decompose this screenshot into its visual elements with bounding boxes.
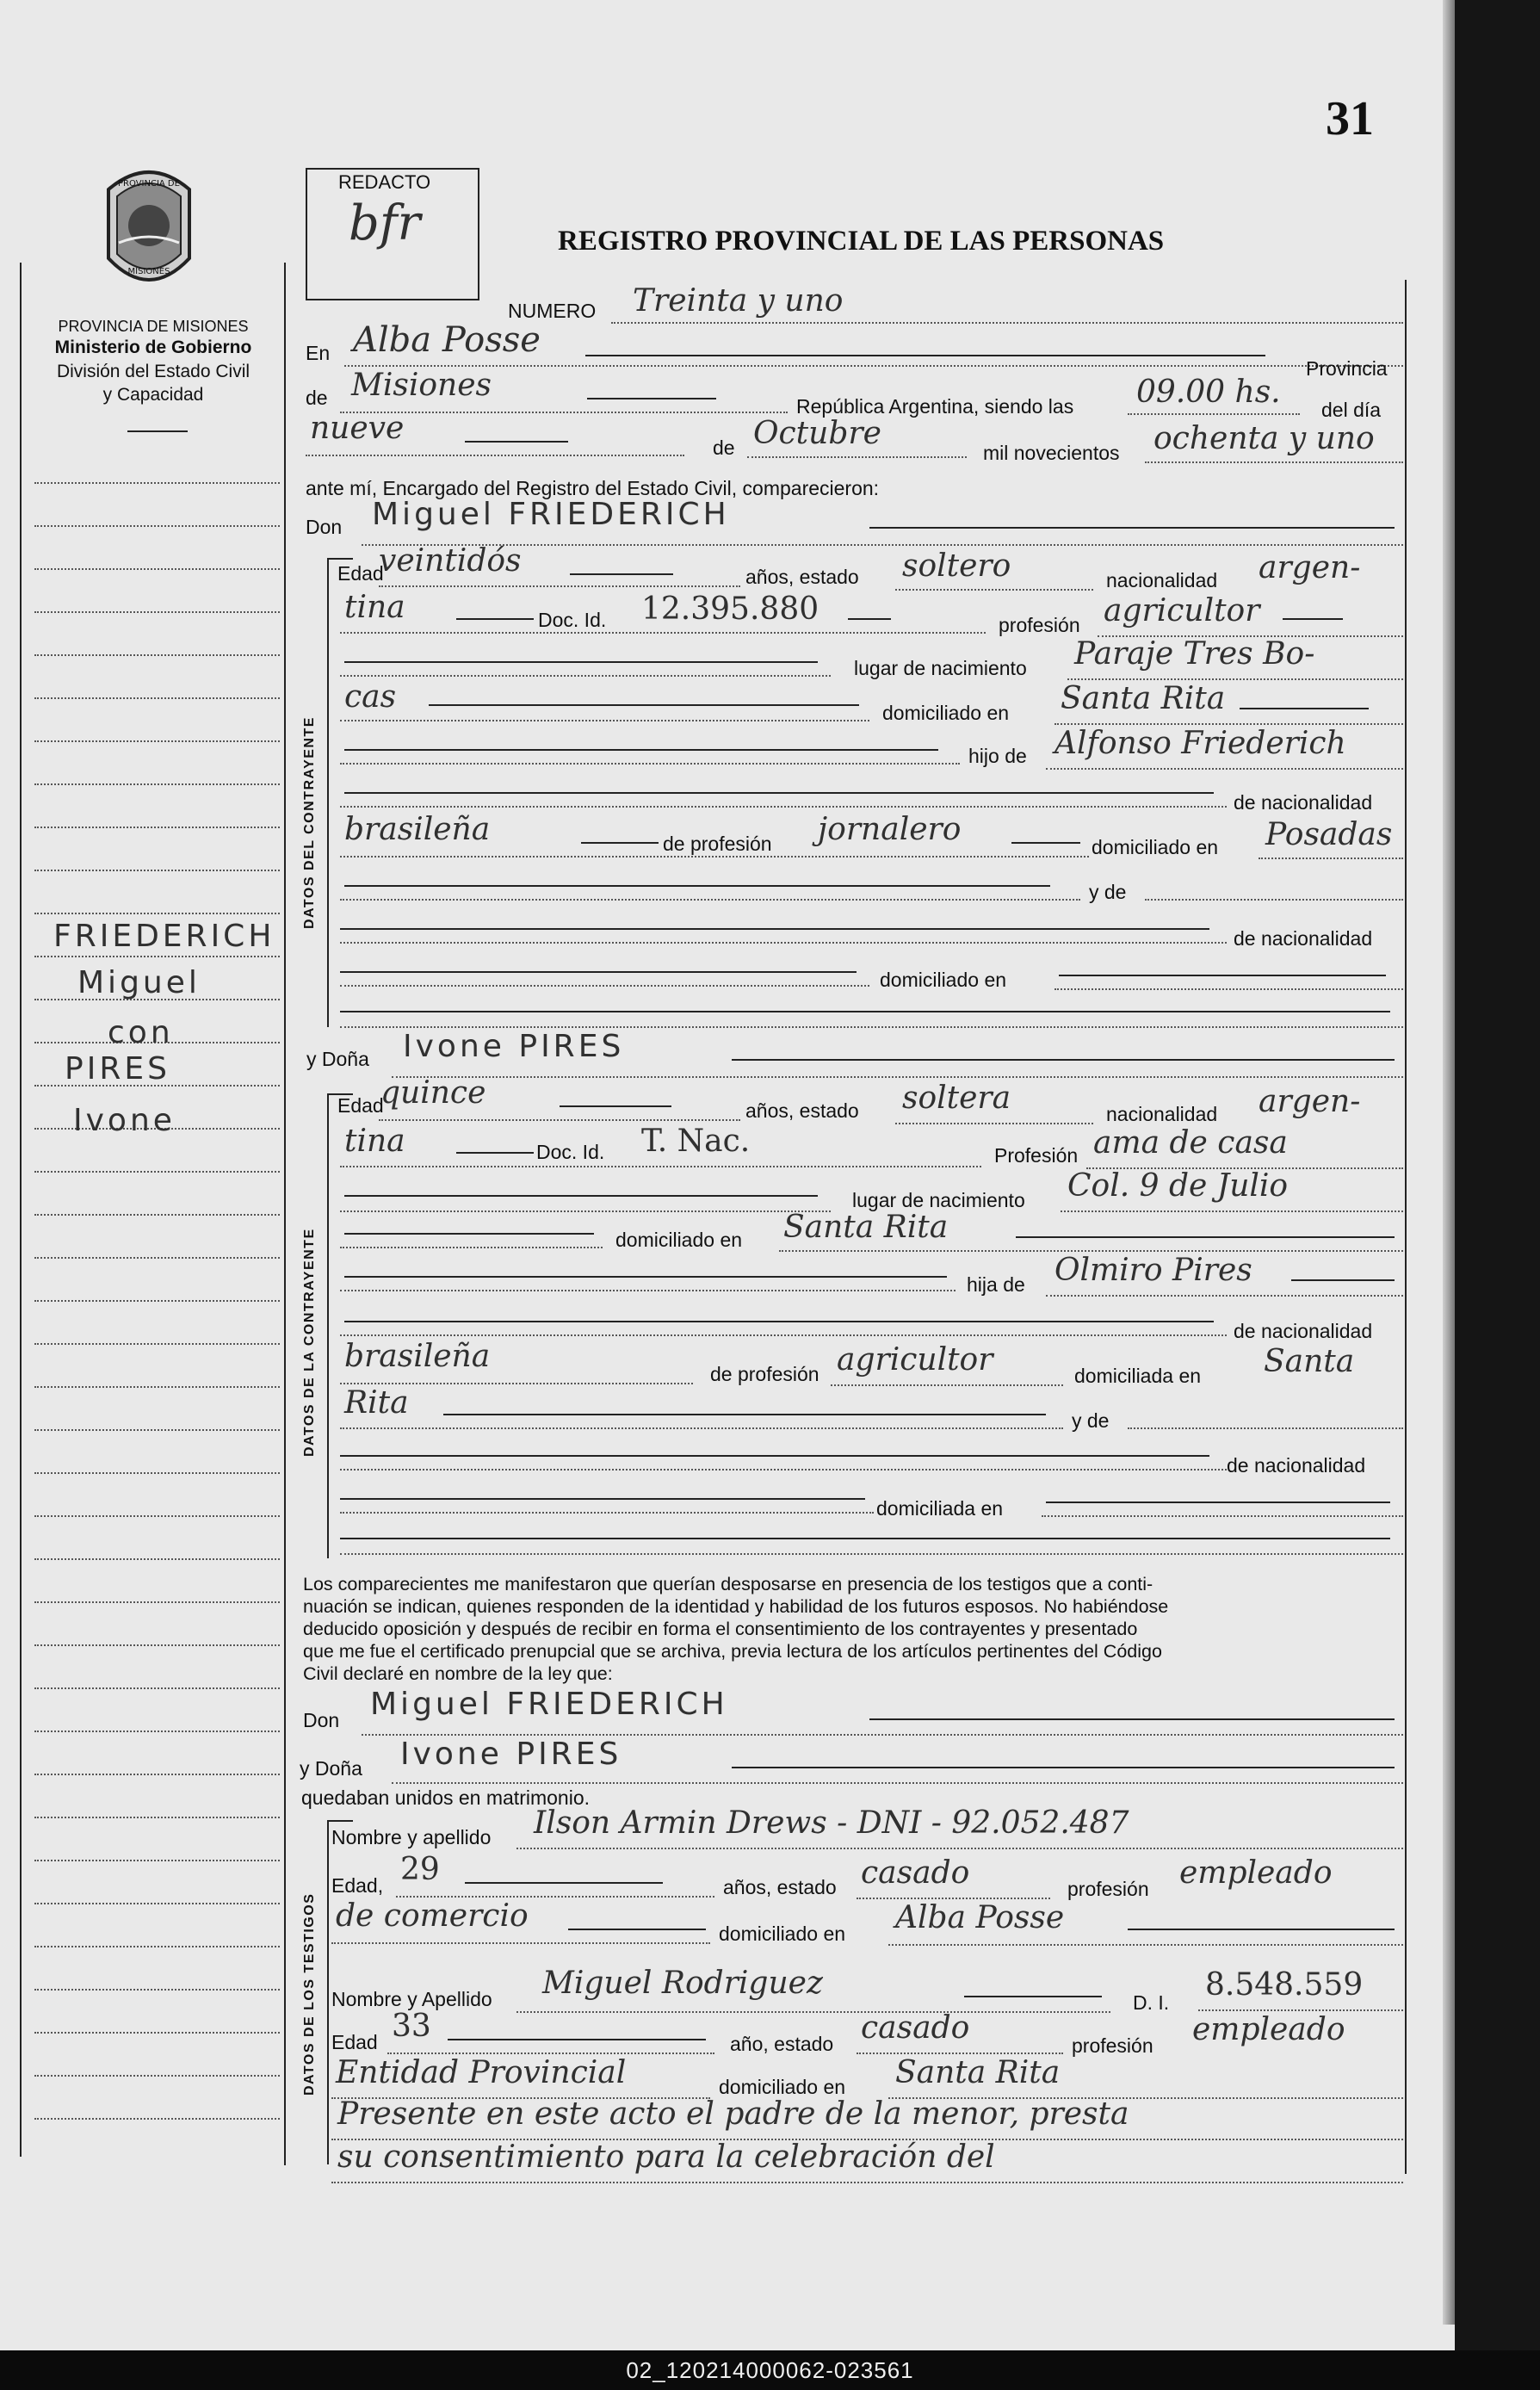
- groom-nacionalidad-value-1: argen-: [1259, 550, 1361, 585]
- mil-novecientos-label: mil novecientos: [983, 442, 1120, 464]
- don-filler: [869, 527, 1395, 529]
- bride-bracket: [327, 1093, 329, 1558]
- witness-bracket: [327, 1820, 329, 2164]
- bride-padre-domicilio-value-2: Rita: [344, 1385, 409, 1421]
- paragraph-line-1: Los comparecientes me manifestaron que querían desposarse en presencia de los testigos que a conti-: [303, 1574, 1153, 1594]
- paragraph-line-4: que me fue el certificado prenupcial que se archiva, previa lectura de los artículos pertinentes del Código: [303, 1641, 1162, 1662]
- ante-mi-text: ante mí, Encargado del Registro del Estado Civil, comparecieron:: [306, 477, 880, 499]
- de-label: de: [306, 387, 328, 409]
- bride-lugar-value: Col. 9 de Julio: [1067, 1168, 1289, 1204]
- margin-note-bride-name: Ivone: [73, 1103, 176, 1138]
- bride-estado-value: soltera: [902, 1080, 1011, 1116]
- witness2-domicilio-value: Santa Rita: [895, 2055, 1061, 2090]
- bride-edad-value: quince: [380, 1075, 486, 1111]
- paragraph-line-3: deducido oposición y después de recibir en forma el consentimiento de los contrayentes y presentado: [303, 1619, 1138, 1639]
- witness1-nombre-label: Nombre y apellido: [331, 1826, 492, 1848]
- groom-nacionalidad-label: nacionalidad: [1106, 569, 1218, 591]
- witness1-domicilio-label: domiciliado en: [719, 1923, 846, 1945]
- groom-doc-label: Doc. Id.: [538, 609, 607, 631]
- bride-domicilio-value: Santa Rita: [783, 1210, 949, 1245]
- mes-line: [747, 456, 967, 458]
- bride-madre-nac-label: de nacionalidad: [1227, 1454, 1366, 1477]
- image-caption: 02_120214000062-023561: [626, 2357, 914, 2383]
- division-label-2: y Capacidad: [102, 385, 204, 405]
- bride-nacionalidad-value-1: argen-: [1259, 1084, 1361, 1119]
- margin-note-con: con: [108, 1015, 174, 1050]
- final-bride-value: Ivone PIRES: [400, 1737, 622, 1772]
- anio-value: ochenta y uno: [1153, 421, 1375, 456]
- header-rule: [127, 430, 188, 432]
- en-line: [344, 365, 1403, 367]
- witness2-profesion-value: empleado: [1192, 2012, 1345, 2047]
- redacto-label: REDACTO: [338, 171, 431, 193]
- bride-edad-label: Edad: [337, 1094, 384, 1117]
- final-groom-value: Miguel FRIEDERICH: [370, 1687, 728, 1722]
- groom-profesion-value: agricultor: [1104, 593, 1260, 628]
- witness2-di-value: 8.548.559: [1205, 1967, 1364, 2003]
- witness1-edad-label: Edad,: [331, 1874, 384, 1897]
- bride-madre-domicilio-label: domiciliada en: [876, 1497, 1004, 1520]
- margin-column-border: [284, 263, 286, 2165]
- groom-estado-value: soltero: [902, 548, 1011, 584]
- localidad-value: Alba Posse: [353, 320, 541, 360]
- witness2-entidad-value: Entidad Provincial: [336, 2055, 627, 2090]
- ministry-label: Ministerio de Gobierno: [54, 337, 252, 357]
- bride-padre-profesion-label: de profesión: [710, 1363, 819, 1385]
- dia-line: [306, 455, 684, 456]
- right-border: [1405, 280, 1407, 2174]
- witness1-nombre-value: Ilson Armin Drews - DNI - 92.052.487: [534, 1805, 1129, 1841]
- groom-domicilio-label: domiciliado en: [882, 702, 1010, 724]
- groom-madre-domicilio-label: domiciliado en: [880, 969, 1007, 991]
- province-seal-emblem: [102, 164, 196, 293]
- mes-value: Octubre: [753, 416, 881, 451]
- note-line-2: su consentimiento para la celebración del: [337, 2139, 995, 2175]
- groom-lugar-value-1: Paraje Tres Bo-: [1074, 636, 1315, 672]
- margin-note-name: Miguel: [77, 965, 201, 1000]
- groom-padre-profesion-value: jornalero: [818, 812, 962, 847]
- del-dia-label: del día: [1321, 399, 1382, 421]
- witness2-nombre-value: Miguel Rodriguez: [542, 1966, 823, 2001]
- don-label: Don: [306, 516, 343, 538]
- hora-value: 09.00 hs.: [1136, 375, 1281, 410]
- hora-line: [1128, 413, 1300, 415]
- witness2-profesion-label: profesión: [1072, 2034, 1153, 2057]
- provincia-value: Misiones: [351, 368, 492, 403]
- note-line-1: Presente en este acto el padre de la menor, presta: [337, 2096, 1129, 2132]
- bride-padre-nac-label: de nacionalidad: [1234, 1320, 1373, 1342]
- witness2-edad-label: Edad: [331, 2031, 378, 2053]
- witness-section-label: DATOS DE LOS TESTIGOS: [302, 1892, 317, 2096]
- paragraph-line-5: Civil declaré en nombre de la ley que:: [303, 1663, 613, 1684]
- provincia-filler: [587, 398, 716, 399]
- left-margin-border: [20, 263, 22, 2157]
- numero-value: Treinta y uno: [633, 283, 844, 319]
- republica-label: República Argentina, siendo las: [796, 395, 1074, 418]
- redacto-initials: bfr: [349, 195, 421, 251]
- division-label-1: División del Estado Civil: [56, 362, 250, 381]
- en-label: En: [306, 342, 331, 364]
- bride-nacionalidad-value-2: tina: [344, 1124, 405, 1159]
- bride-padre-nacionalidad-value: brasileña: [344, 1339, 491, 1374]
- witness2-di-label: D. I.: [1133, 1991, 1170, 2014]
- numero-label: NUMERO: [508, 300, 597, 322]
- groom-hijo-de-label: hijo de: [968, 745, 1027, 767]
- bride-name-value: Ivone PIRES: [403, 1029, 625, 1064]
- groom-name-value: Miguel FRIEDERICH: [372, 497, 730, 532]
- dona-label: y Doña: [306, 1048, 369, 1070]
- bride-section-label: DATOS DE LA CONTRAYENTE: [302, 1228, 317, 1457]
- paragraph-line-2: nuación se indican, quienes responden de la identidad y habilidad de los futuros esposos. No habiéndose: [303, 1596, 1169, 1617]
- book-binding: [1455, 0, 1540, 2359]
- bride-hija-de-label: hija de: [967, 1273, 1025, 1296]
- witness2-estado-label: año, estado: [730, 2033, 834, 2055]
- bride-padre-domicilio-value-1: Santa: [1264, 1344, 1355, 1379]
- groom-madre-nac-label: de nacionalidad: [1234, 927, 1373, 950]
- bride-lugar-label: lugar de nacimiento: [852, 1189, 1025, 1211]
- dia-filler: [465, 441, 568, 443]
- witness1-estado-value: casado: [861, 1855, 970, 1891]
- groom-bracket: [327, 558, 329, 1027]
- bride-domicilio-label: domiciliado en: [615, 1229, 743, 1251]
- provincia-line: [340, 412, 788, 413]
- numero-line: [611, 322, 1403, 324]
- margin-note-surname: FRIEDERICH: [53, 919, 275, 954]
- seal-text-top: PROVINCIA DE: [118, 179, 180, 189]
- groom-edad-value: veintidós: [379, 543, 522, 579]
- register-title: REGISTRO PROVINCIAL DE LAS PERSONAS: [558, 226, 1165, 257]
- bride-padre-domicilio-label: domiciliada en: [1074, 1365, 1202, 1387]
- final-dona-label: y Doña: [300, 1757, 362, 1780]
- bride-padre-value: Olmiro Pires: [1054, 1253, 1252, 1288]
- seal-text-bottom: MISIONES: [127, 267, 170, 276]
- bride-doc-value: T. Nac.: [641, 1124, 751, 1159]
- witness2-domicilio-label: domiciliado en: [719, 2076, 846, 2098]
- witness1-profesion-value-2: de comercio: [336, 1898, 529, 1934]
- groom-domicilio-value: Santa Rita: [1061, 681, 1226, 716]
- en-filler: [585, 355, 1265, 356]
- bride-nacionalidad-label: nacionalidad: [1106, 1103, 1218, 1125]
- bride-y-de-label: y de: [1072, 1409, 1110, 1432]
- quedaban-unidos-text: quedaban unidos en matrimonio.: [301, 1786, 591, 1809]
- margin-note-bride-surname: PIRES: [65, 1051, 170, 1087]
- witness2-estado-value: casado: [861, 2010, 970, 2046]
- groom-lugar-label: lugar de nacimiento: [854, 657, 1027, 679]
- groom-padre-profesion-label: de profesión: [663, 833, 772, 855]
- witness1-profesion-value-1: empleado: [1179, 1855, 1333, 1891]
- anio-line: [1145, 461, 1403, 463]
- witness1-domicilio-value: Alba Posse: [895, 1900, 1065, 1935]
- groom-doc-value: 12.395.880: [641, 591, 819, 627]
- groom-padre-nacionalidad-value: brasileña: [344, 812, 491, 847]
- witness2-nombre-label: Nombre y Apellido: [331, 1988, 492, 2010]
- bride-profesion-label: Profesión: [994, 1144, 1079, 1167]
- groom-profesion-label: profesión: [999, 614, 1080, 636]
- groom-padre-nac-label: de nacionalidad: [1234, 791, 1373, 814]
- groom-lugar-value-2: cas: [344, 679, 397, 715]
- groom-y-de-label: y de: [1089, 881, 1127, 903]
- provincia-label: Provincia: [1306, 357, 1388, 380]
- groom-padre-value: Alfonso Friederich: [1054, 726, 1346, 761]
- groom-edad-label: Edad: [337, 562, 384, 585]
- groom-padre-domicilio-label: domiciliado en: [1092, 836, 1219, 858]
- page-number: 31: [1326, 92, 1374, 146]
- witness1-edad-value: 29: [400, 1852, 440, 1887]
- witness2-edad-value: 33: [392, 2009, 431, 2044]
- groom-padre-domicilio-value: Posadas: [1265, 817, 1393, 852]
- province-label: PROVINCIA DE MISIONES: [58, 318, 249, 335]
- dia-value: nueve: [310, 411, 405, 446]
- groom-estado-label: años, estado: [745, 566, 859, 588]
- bride-padre-profesion-value: agricultor: [837, 1342, 993, 1378]
- de-mes-label: de: [713, 437, 735, 459]
- groom-nacionalidad-value-2: tina: [344, 590, 405, 625]
- witness1-estado-label: años, estado: [723, 1876, 837, 1898]
- bride-estado-label: años, estado: [745, 1099, 859, 1122]
- bride-doc-label: Doc. Id.: [536, 1141, 605, 1163]
- final-don-label: Don: [303, 1709, 340, 1731]
- witness1-profesion-label: profesión: [1067, 1878, 1149, 1900]
- bride-profesion-value: ama de casa: [1093, 1125, 1288, 1161]
- groom-section-label: DATOS DEL CONTRAYENTE: [302, 716, 317, 929]
